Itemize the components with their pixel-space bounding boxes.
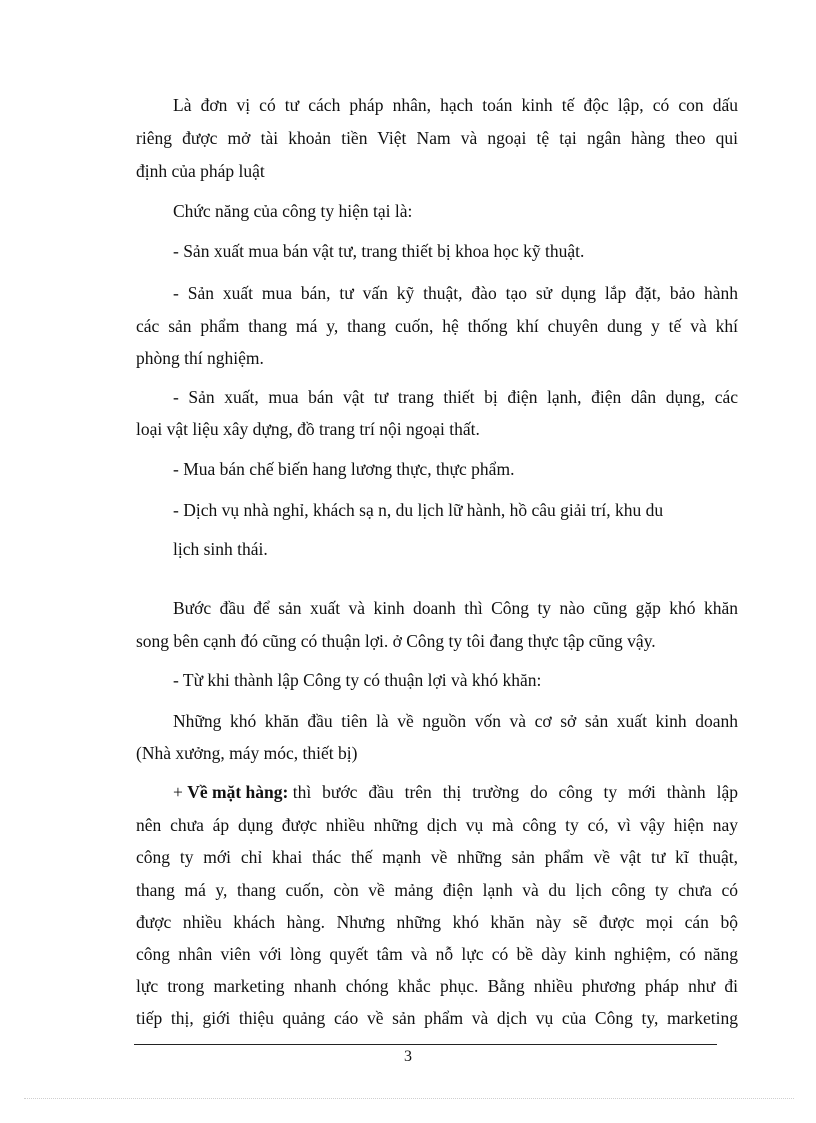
paragraph-line: Là đơn vị có tư cách pháp nhân, hạch toán kinh tế độc lập, có con dấu [173,95,738,115]
list-item: - Từ khi thành lập Công ty có thuận lợi và khó khăn: [173,670,542,690]
paragraph-line: tiếp thị, giới thiệu quảng cáo về sản phẩm và dịch vụ của Công ty, marketing [136,1008,738,1028]
paragraph-line: Những khó khăn đầu tiên là về nguồn vốn và cơ sở sản xuất kinh doanh [173,711,738,731]
paragraph-line: được nhiều khách hàng. Nhưng những khó khăn này sẽ được mọi cán bộ [136,912,738,932]
paragraph-line: thang má y, thang cuốn, còn về mảng điện lạnh và du lịch công ty chưa có [136,880,738,900]
paragraph-line: lực trong marketing nhanh chóng khắc phục. Bằng nhiều phương pháp như đi [136,976,738,996]
list-item: - Sản xuất mua bán, tư vấn kỹ thuật, đào tạo sử dụng lắp đặt, bảo hành [173,283,738,303]
paragraph-line: Chức năng của công ty hiện tại là: [173,201,413,221]
paragraph-line [173,781,738,803]
paragraph-line: riêng được mở tài khoản tiền Việt Nam và ngoại tệ tại ngân hàng theo qui [136,128,738,148]
footer-rule [134,1044,717,1045]
list-item: - Mua bán chế biến hang lương thực, thực phẩm. [173,459,515,479]
paragraph-line: loại vật liệu xây dựng, đồ trang trí nội ngoại thất. [136,419,480,439]
list-item: - Sản xuất, mua bán vật tư trang thiết bị điện lạnh, điện dân dụng, các [173,387,738,407]
paragraph-line: công nhân viên với lòng quyết tâm và nỗ lực có bề dày kinh nghiệm, có năng [136,944,738,964]
page-break-line [24,1098,794,1099]
paragraph-line: các sản phẩm thang má y, thang cuốn, hệ thống khí chuyên dung y tế và khí [136,316,738,336]
page-number: 3 [404,1048,412,1065]
mat-hang-text: thì bước đầu trên thị trường do công ty mới thành lập [292,782,738,802]
paragraph-line: công ty mới chỉ khai thác thế mạnh về những sản phẩm về vật tư kĩ thuật, [136,847,738,867]
mat-hang-prefix: + [173,782,188,802]
paragraph-line: định của pháp luật [136,161,265,181]
paragraph-line: Bước đầu để sản xuất và kinh doanh thì Công ty nào cũng gặp khó khăn [173,598,738,618]
paragraph-line: phòng thí nghiệm. [136,348,264,368]
paragraph-line: (Nhà xưởng, máy móc, thiết bị) [136,743,358,763]
paragraph-line: song bên cạnh đó cũng có thuận lợi. ở Công ty tôi đang thực tập cũng vậy. [136,631,656,651]
paragraph-line: nên chưa áp dụng được nhiều những dịch vụ mà công ty có, vì vậy hiện nay [136,815,738,835]
mat-hang-label: Về mặt hàng: [187,782,289,802]
paragraph-line: lịch sinh thái. [173,539,268,559]
list-item: - Dịch vụ nhà nghỉ, khách sạ n, du lịch lữ hành, hồ câu giải trí, khu du [173,500,664,520]
list-item: - Sản xuất mua bán vật tư, trang thiết bị khoa học kỹ thuật. [173,241,585,261]
